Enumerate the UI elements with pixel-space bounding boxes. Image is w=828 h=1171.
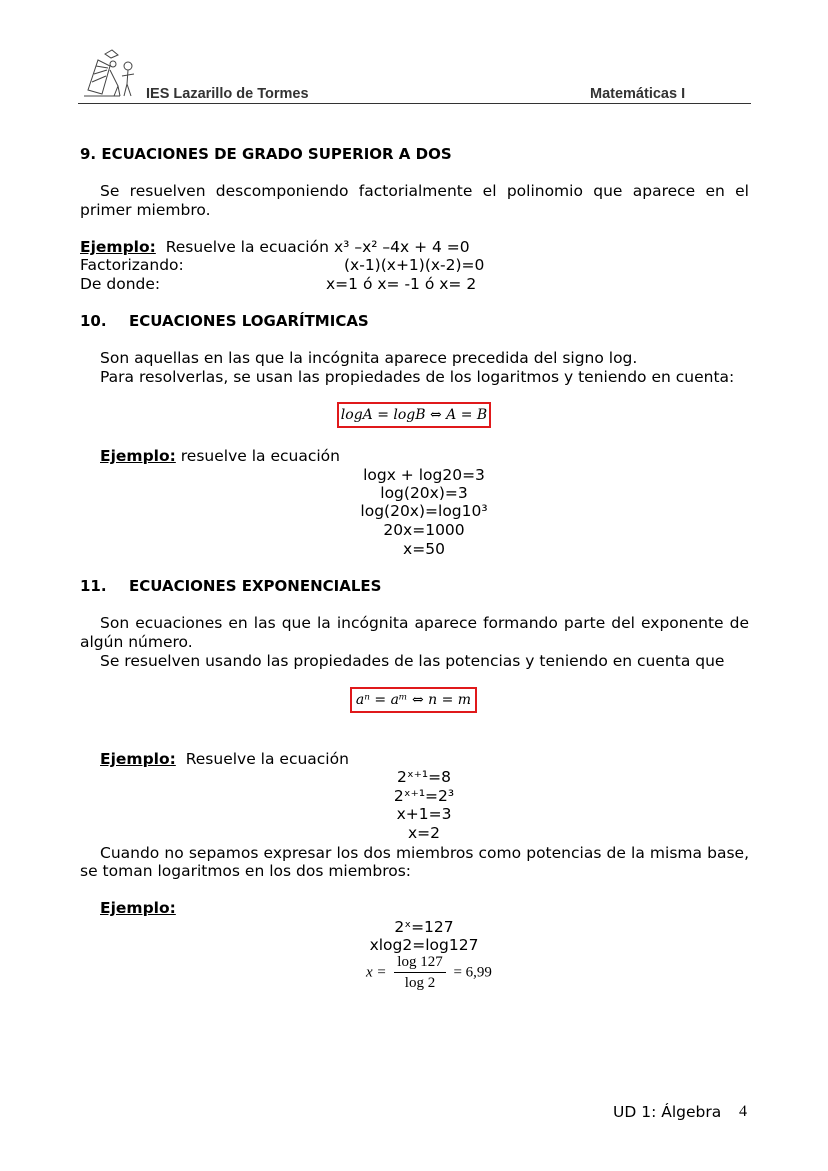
section-9-equation: x³ –x² –4x + 4 =0: [334, 238, 470, 256]
section-11-title: ECUACIONES EXPONENCIALES: [129, 577, 382, 595]
exp-step-2: 2ˣ⁺¹=2³: [393, 787, 455, 805]
exp-formula-box: aⁿ = aᵐ ⇔ n = m: [350, 687, 477, 713]
log-step-1: logx + log20=3: [363, 466, 485, 484]
section-10-title: ECUACIONES LOGARÍTMICAS: [129, 312, 369, 330]
section-11-number: 11.: [80, 577, 107, 595]
section-9-para-line1: Se resuelven descomponiendo factorialmente el polinomio que aparece en el: [100, 182, 749, 200]
log-step-2: log(20x)=3: [380, 484, 468, 502]
de-donde-label: De donde:: [80, 275, 161, 293]
section-11-para-line1: Son ecuaciones en las que la incógnita aparece formando parte del exponente de: [100, 614, 749, 632]
fraction: [394, 954, 445, 992]
footer-unit: UD 1: Álgebra: [613, 1103, 722, 1121]
subject-name: Matemáticas I: [590, 86, 686, 102]
school-name: IES Lazarillo de Tormes: [146, 86, 309, 102]
example-label: Ejemplo:: [80, 238, 156, 256]
section-10-number: 10.: [80, 312, 107, 330]
fraction-rhs: = 6,99: [453, 964, 492, 981]
section-9-para-line2: primer miembro.: [80, 201, 211, 219]
section-11-example: [100, 750, 349, 768]
log-step-3: log(20x)=log10³: [360, 502, 488, 520]
page-number: 4: [739, 1103, 747, 1120]
exp-step-3: x+1=3: [396, 805, 452, 823]
section-11-line3: Se resuelven usando las propiedades de las potencias y teniendo en cuenta que: [100, 652, 725, 670]
exp-step-1: 2ˣ⁺¹=8: [397, 768, 451, 786]
log-step-4: 20x=1000: [383, 521, 465, 539]
section-10-line1: Son aquellas en las que la incógnita aparece precedida del signo log.: [100, 349, 638, 367]
factorizando-value: (x-1)(x+1)(x-2)=0: [344, 256, 485, 274]
section-11-para2-line2: se toman logaritmos en los dos miembros:: [80, 862, 412, 880]
logo-drawing: [80, 46, 142, 100]
log-fraction: [366, 954, 492, 992]
school-logo: [80, 46, 142, 100]
de-donde-value: x=1 ó x= -1 ó x= 2: [326, 275, 477, 293]
section-11-para2-line1: Cuando no sepamos expresar los dos miembros como potencias de la misma base,: [100, 844, 749, 862]
exp-step-4: x=2: [407, 824, 441, 842]
exp2-step-2: xlog2=log127: [369, 936, 479, 954]
fraction-lhs: x =: [366, 964, 387, 981]
log-step-5: x=50: [403, 540, 445, 558]
factorizando-label: Factorizando:: [80, 256, 184, 274]
header-rule: [78, 103, 751, 104]
section-11-para-line2: algún número.: [80, 633, 193, 651]
example-label: Ejemplo:: [100, 447, 176, 465]
example-2-label: Ejemplo:: [100, 899, 176, 917]
section-10-line2: Para resolverlas, se usan las propiedades de los logaritmos y teniendo en cuenta:: [100, 368, 735, 386]
example-label: Ejemplo:: [100, 750, 176, 768]
example-text: Resuelve la ecuación: [185, 750, 349, 768]
section-10-example: [100, 447, 340, 465]
fraction-denominator: log 2: [404, 975, 436, 991]
log-formula-box: logA = logB ⇔ A = B: [337, 402, 491, 428]
section-9-example: [80, 238, 329, 256]
example-text: Resuelve la ecuación: [165, 238, 329, 256]
example-text: resuelve la ecuación: [180, 447, 340, 465]
fraction-numerator: log 127: [394, 954, 445, 973]
section-9-title: 9. ECUACIONES DE GRADO SUPERIOR A DOS: [80, 145, 452, 163]
exp2-step-1: 2ˣ=127: [394, 918, 454, 936]
